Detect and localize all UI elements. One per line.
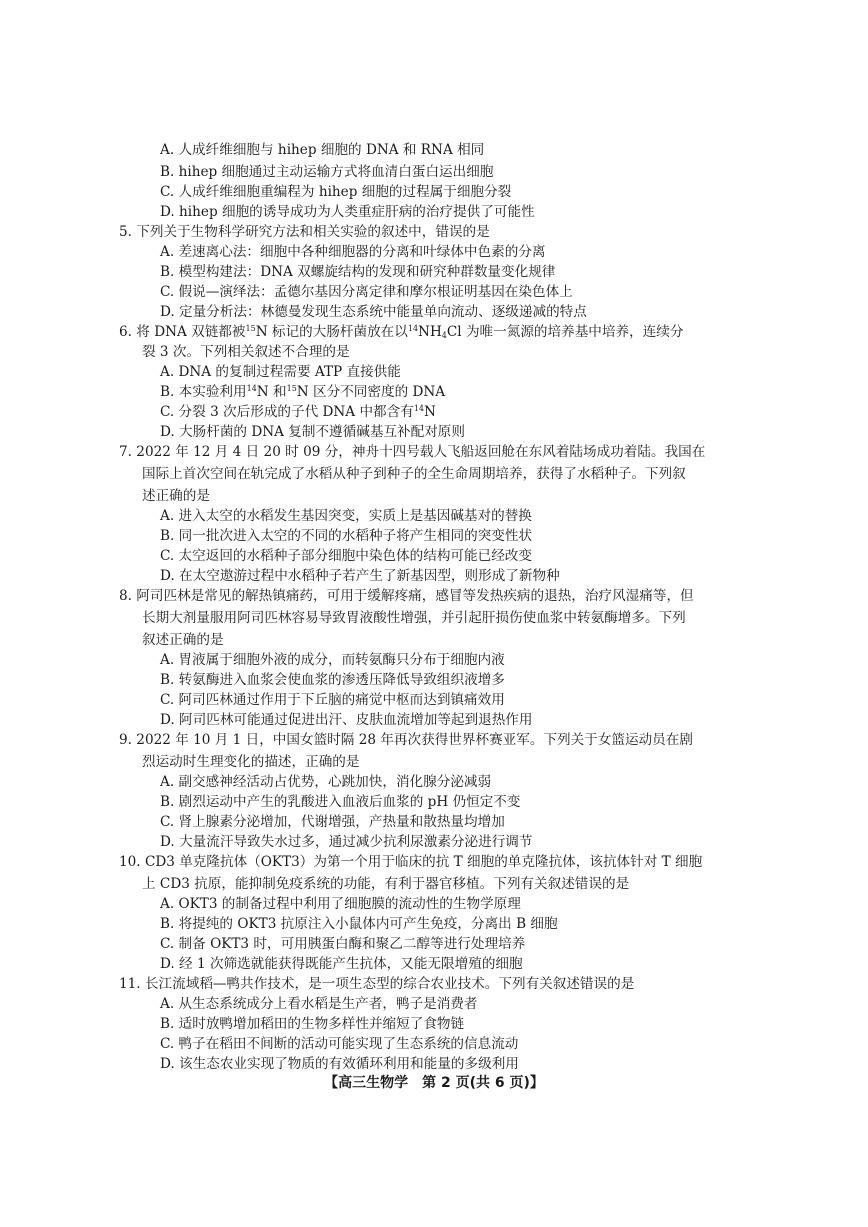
q4-option-d: D. hihep 细胞的诱导成功为人类重症肝病的治疗提供了可能性: [160, 204, 535, 220]
q11-stem: 11. 长江流域稻—鸭共作技术，是一项生态型的综合农业技术。下列有关叙述错误的是: [119, 976, 635, 992]
q11-option-b: B. 适时放鸭增加稻田的生物多样性并缩短了食物链: [160, 1016, 465, 1032]
q6-option-b-part: N 区分不同密度的 DNA: [296, 384, 446, 400]
q6-option-d: D. 大肠杆菌的 DNA 复制不遵循碱基互补配对原则: [160, 424, 465, 440]
q5-option-d: D. 定量分析法：林德曼发现生态系统中能量单向流动、逐级递减的特点: [160, 304, 587, 320]
q6-option-c-part: C. 分裂 3 次后形成的子代 DNA 中都含有: [160, 404, 414, 420]
q7-stem-line2: 国际上首次空间在轨完成了水稻从种子到种子的全生命周期培养，获得了水稻种子。下列叙: [142, 466, 686, 482]
q10-option-d: D. 经 1 次筛选就能获得既能产生抗体，又能无限增殖的细胞: [160, 956, 523, 972]
q8-option-a: A. 胃液属于细胞外液的成分，而转氨酶只分布于细胞内液: [160, 652, 505, 668]
q8-stem-line3: 叙述正确的是: [142, 632, 224, 648]
q6-option-c: [160, 402, 436, 422]
q11-option-a: A. 从生态系统成分上看水稻是生产者，鸭子是消费者: [160, 996, 478, 1012]
q10-stem-line2: 上 CD3 抗原，能抑制免疫系统的功能，有利于器官移植。下列有关叙述错误的是: [142, 876, 630, 892]
q9-option-b: B. 剧烈运动中产生的乳酸进入血液后血浆的 pH 仍恒定不变: [160, 794, 521, 810]
q6-option-c-part: N: [424, 404, 436, 420]
q6-stem-line1: [119, 322, 683, 342]
q4-option-a: A. 人成纤维细胞与 hihep 细胞的 DNA 和 RNA 相同: [160, 142, 485, 158]
q4-option-c: C. 人成纤维细胞重编程为 hihep 细胞的过程属于细胞分裂: [160, 184, 512, 200]
isotope-superscript: 15: [286, 384, 297, 393]
q6-stem-part: 6. 将 DNA 双链都被: [119, 324, 246, 340]
q8-stem-line1: 8. 阿司匹林是常见的解热镇痛药，可用于缓解疼痛，感冒等发热疾病的退热，治疗风湿痛等，但: [119, 588, 694, 604]
q5-option-b: B. 模型构建法：DNA 双螺旋结构的发现和研究种群数量变化规律: [160, 264, 556, 280]
q6-option-b-part: B. 本实验利用: [160, 384, 247, 400]
q9-stem-line1: 9. 2022 年 10 月 1 日，中国女篮时隔 28 年再次获得世界杯赛亚军。下列关于女篮运动员在剧: [119, 732, 693, 748]
q7-stem-line3: 述正确的是: [142, 488, 210, 504]
q4-option-b: B. hihep 细胞通过主动运输方式将血清白蛋白运出细胞: [160, 164, 494, 180]
q8-stem-line2: 长期大剂量服用阿司匹林容易导致胃液酸性增强，并引起肝损伤使血浆中转氨酶增多。下列: [142, 610, 686, 626]
q6-option-b: [160, 382, 445, 402]
isotope-superscript: 14: [246, 384, 257, 393]
q11-option-d: D. 该生态农业实现了物质的有效循环利用和能量的多级利用: [160, 1056, 519, 1072]
formula-subscript: 4: [441, 331, 447, 340]
q8-option-d: D. 阿司匹林可能通过促进出汗、皮肤血流增加等起到退热作用: [160, 712, 533, 728]
q6-stem-part: Cl 为唯一氮源的培养基中培养，连续分: [446, 324, 684, 340]
page-footer: 【高三生物学 第 2 页(共 6 页)】: [324, 1075, 544, 1091]
q11-option-c: C. 鸭子在稻田不间断的活动可能实现了生态系统的信息流动: [160, 1036, 519, 1052]
q9-option-d: D. 大量流汗导致失水过多，通过减少抗利尿激素分泌进行调节: [160, 834, 533, 850]
q10-option-c: C. 制备 OKT3 时，可用胰蛋白酶和聚乙二醇等进行处理培养: [160, 936, 526, 952]
q6-option-b-part: N 和: [256, 384, 287, 400]
q7-option-a: A. 进入太空的水稻发生基因突变，实质上是基因碱基对的替换: [160, 508, 532, 524]
q10-option-b: B. 将提纯的 OKT3 抗原注入小鼠体内可产生免疫，分离出 B 细胞: [160, 916, 558, 932]
q6-option-a: A. DNA 的复制过程需要 ATP 直接供能: [160, 364, 401, 380]
q6-stem-part: N 标记的大肠杆菌放在以: [255, 324, 408, 340]
q7-option-c: C. 太空返回的水稻种子部分细胞中染色体的结构可能已经改变: [160, 548, 532, 564]
q5-option-c: C. 假说—演绎法：孟德尔基因分离定律和摩尔根证明基因在染色体上: [160, 284, 573, 300]
q10-stem-line1: 10. CD3 单克隆抗体（OKT3）为第一个用于临床的抗 T 细胞的单克隆抗体，该抗体针对 T 细胞: [119, 854, 703, 870]
q5-stem: 5. 下列关于生物科学研究方法和相关实验的叙述中，错误的是: [119, 224, 490, 240]
q6-stem-part: NH: [418, 324, 442, 340]
q8-option-c: C. 阿司匹林通过作用于下丘脑的痛觉中枢而达到镇痛效用: [160, 692, 505, 708]
q9-option-a: A. 副交感神经活动占优势，心跳加快，消化腺分泌减弱: [160, 774, 492, 790]
q10-option-a: A. OKT3 的制备过程中利用了细胞膜的流动性的生物学原理: [160, 896, 521, 912]
q5-option-a: A. 差速离心法：细胞中各种细胞器的分离和叶绿体中色素的分离: [160, 244, 546, 260]
q9-stem-line2: 烈运动时生理变化的描述，正确的是: [142, 754, 360, 770]
isotope-superscript: 15: [245, 324, 256, 333]
isotope-superscript: 14: [413, 404, 425, 413]
isotope-superscript: 14: [407, 324, 419, 333]
q8-option-b: B. 转氨酶进入血浆会使血浆的渗透压降低导致组织液增多: [160, 672, 505, 688]
q7-option-b: B. 同一批次进入太空的不同的水稻种子将产生相同的突变性状: [160, 528, 533, 544]
q7-option-d: D. 在太空遨游过程中水稻种子若产生了新基因型，则形成了新物种: [160, 568, 560, 584]
q9-option-c: C. 肾上腺素分泌增加，代谢增强，产热量和散热量均增加: [160, 814, 505, 830]
q7-stem-line1: 7. 2022 年 12 月 4 日 20 时 09 分，神舟十四号载人飞船返回舱在东风着陆场成功着陆。我国在: [119, 444, 706, 460]
q6-stem-line2: 裂 3 次。下列相关叙述不合理的是: [142, 344, 350, 360]
